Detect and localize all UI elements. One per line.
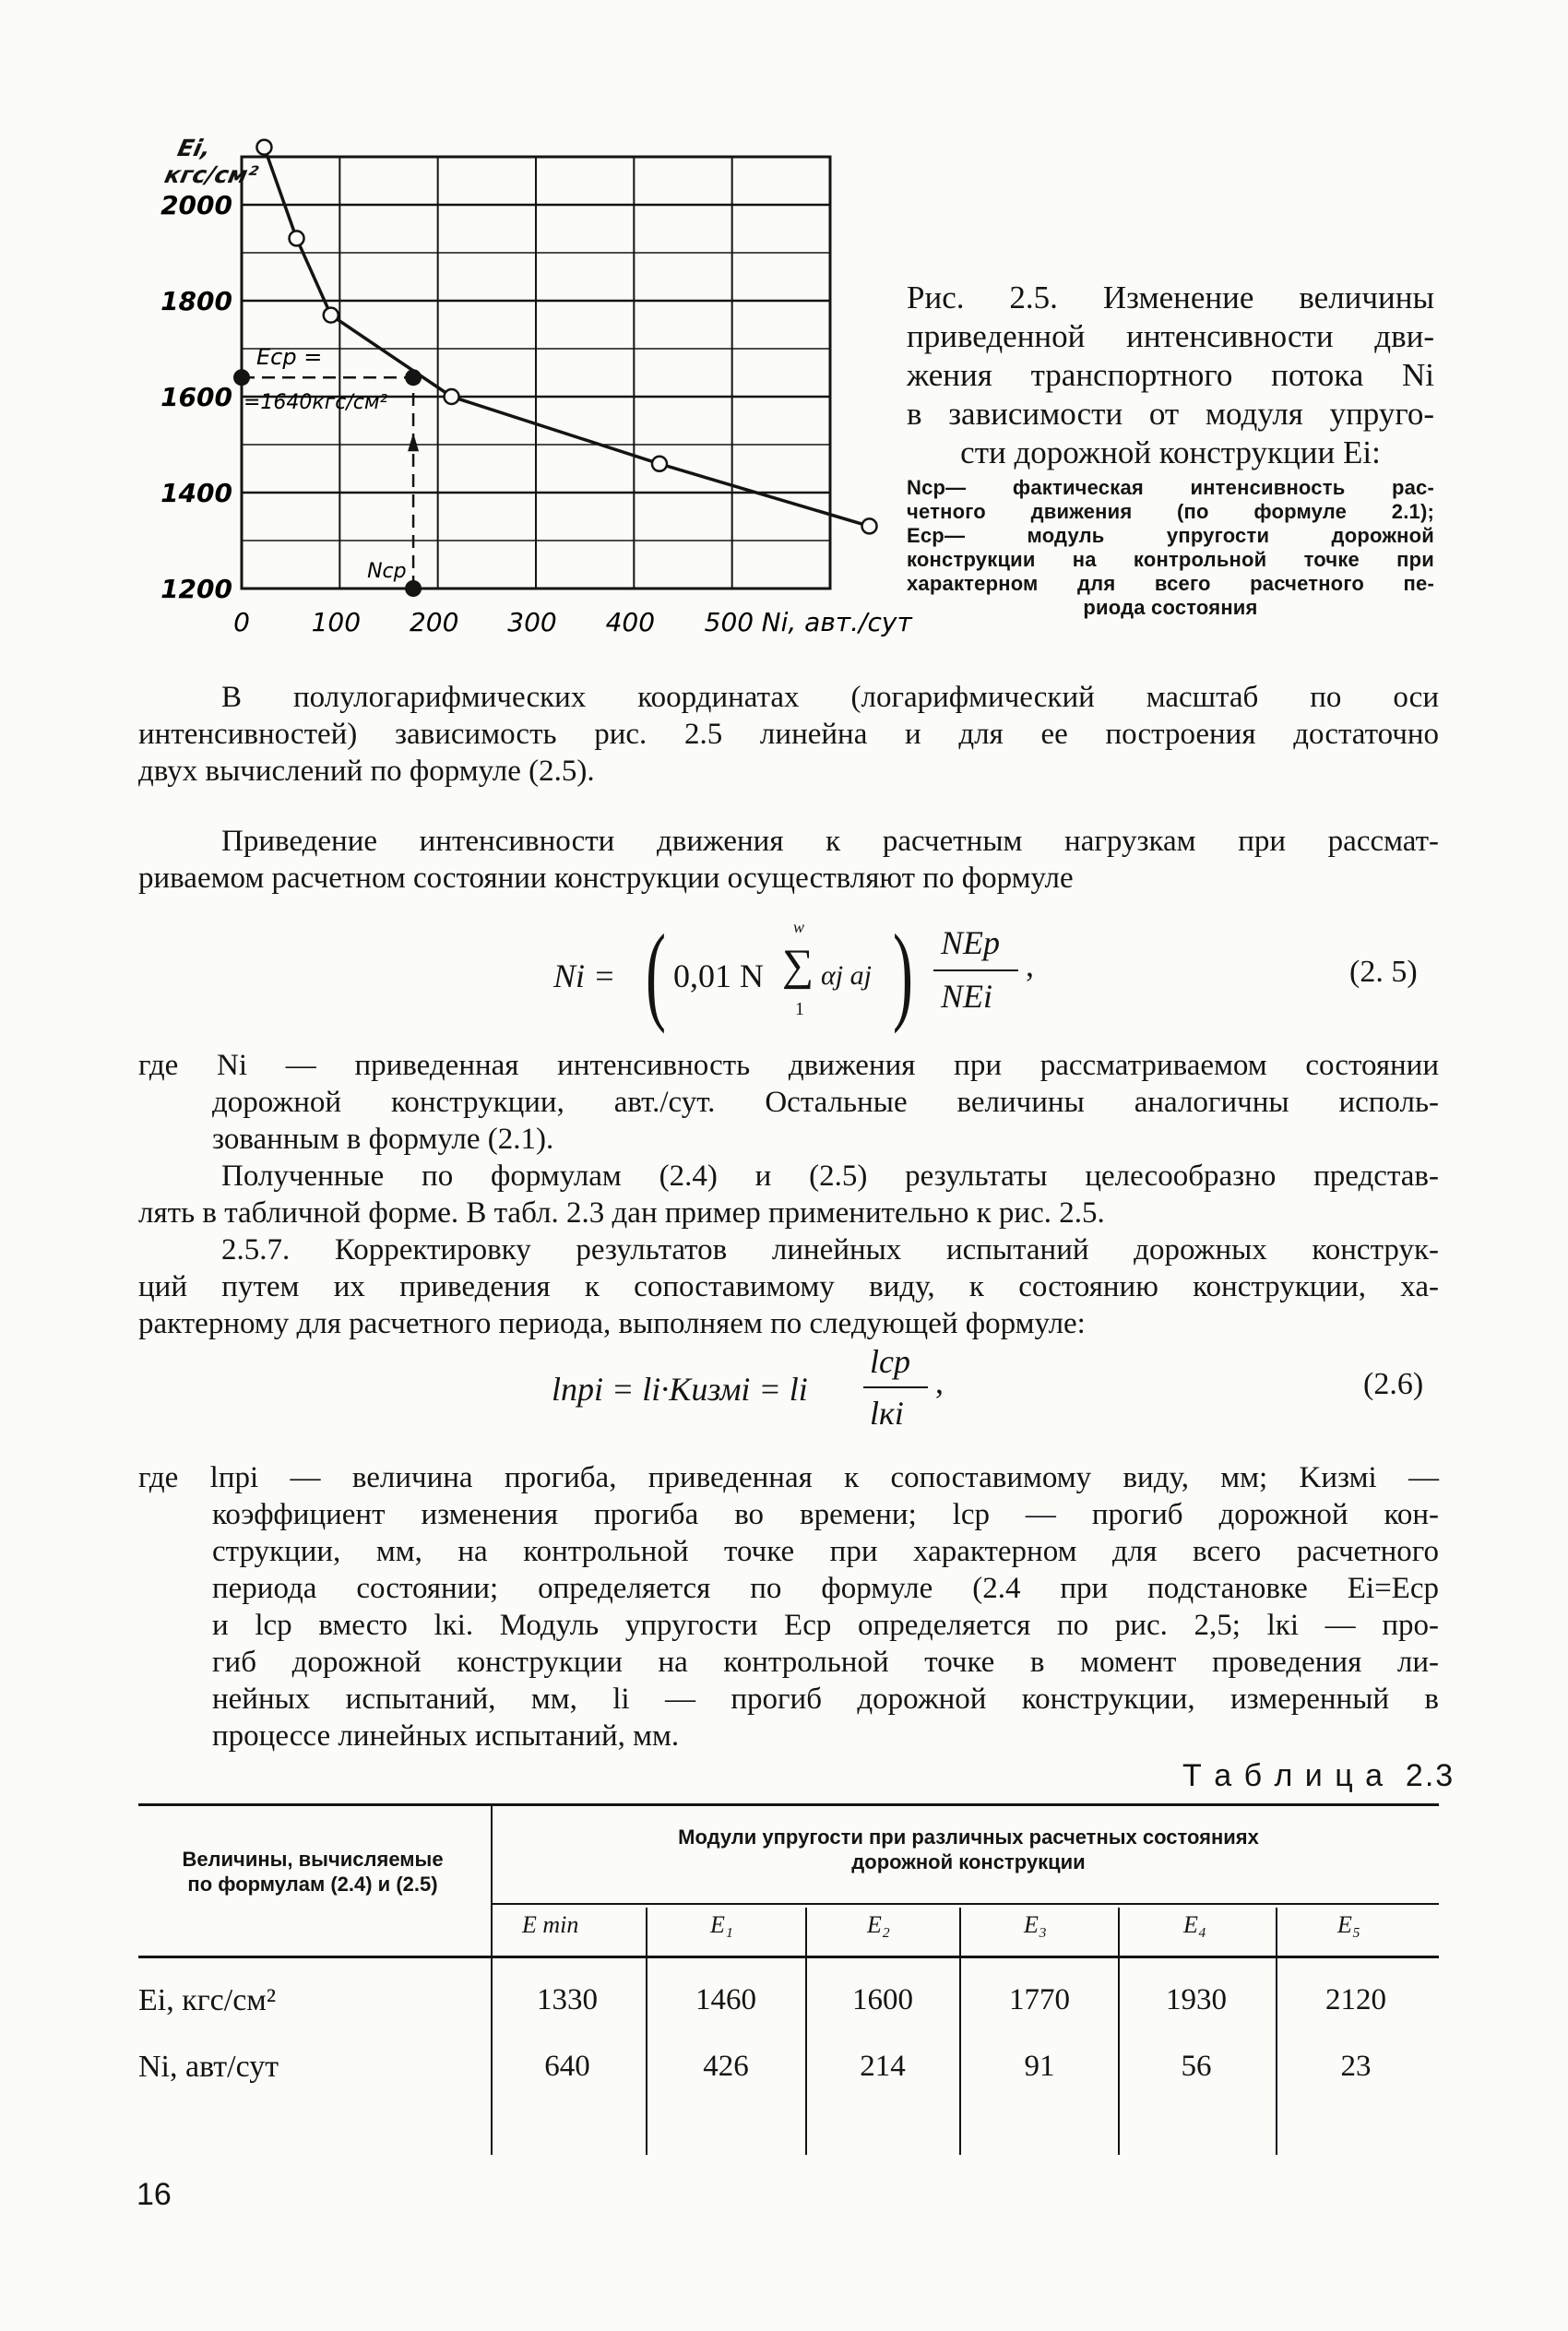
- row-label-ei: Ei, кгс/см²: [138, 1983, 277, 2017]
- caption-line: в зависимости от модуля упруго-: [907, 396, 1434, 432]
- paragraph-2-5-7: [138, 1231, 1439, 1342]
- text-line: дорожной конструкции, авт./сут. Остальные величины аналогичны исполь-: [212, 1086, 1439, 1119]
- paragraph-results: [138, 1158, 1439, 1231]
- formula-2-5: [553, 911, 1070, 1038]
- paren-left: (: [646, 911, 666, 1034]
- fraction-bar: [863, 1386, 928, 1388]
- table-vline: [646, 1908, 647, 2155]
- page-number: 16: [137, 2177, 172, 2212]
- caption-note-line: конструкции на контрольной точке при: [907, 548, 1434, 571]
- text-line: интенсивностей) зависимость рис. 2.5 линейна и для ее построения достаточно: [138, 718, 1439, 751]
- y-axis-label-line1: Ei,: [175, 135, 214, 161]
- y-tick-label: 1800: [160, 286, 232, 316]
- table-cell: 56: [1181, 2050, 1212, 2083]
- table-cell: 1460: [695, 1983, 756, 2016]
- caption-note-line: риода состояния: [1083, 596, 1258, 619]
- table-vline: [491, 1806, 493, 2155]
- table-top-rule: [138, 1803, 1439, 1806]
- ncp-axis-point: [405, 580, 422, 597]
- left-header-line: Величины, вычисляемые: [182, 1848, 444, 1871]
- column-header-e5: E₅: [1337, 1911, 1360, 1938]
- paren-right: ): [893, 911, 913, 1034]
- x-axis-label: Ni, авт./сут: [761, 607, 912, 637]
- paragraph-where-lpr: [138, 1459, 1439, 1754]
- table-vline: [1276, 1908, 1277, 2155]
- y-tick-label: 1600: [160, 382, 232, 412]
- caption-line: жения транспортного потока Ni: [907, 357, 1434, 393]
- chart-svg: [160, 148, 912, 646]
- formula-2-6: [552, 1342, 976, 1444]
- ecp-axis-point: [233, 369, 250, 386]
- table-left-header: [138, 1847, 487, 1897]
- column-header-emin: E min: [522, 1911, 579, 1938]
- x-tick-label: 400: [605, 607, 656, 637]
- table-cell: 2120: [1325, 1983, 1386, 2016]
- table-cell: 1770: [1009, 1983, 1070, 2016]
- formula-lhs: Ni =: [553, 957, 616, 994]
- caption-line: приведенной интенсивности дви-: [907, 318, 1434, 354]
- table-group-rule: [493, 1903, 1439, 1905]
- table-cell: 214: [860, 2050, 906, 2083]
- table-group-header: [498, 1825, 1439, 1874]
- column-header-e4: E₄: [1183, 1911, 1206, 1938]
- table-cell: 1330: [537, 1983, 598, 2016]
- text-line: В полулогарифмических координатах (логарифмический масштаб по оси: [221, 681, 1439, 714]
- left-header-line: по формулам (2.4) и (2.5): [187, 1873, 438, 1896]
- fraction-denominator: lкi: [870, 1395, 904, 1432]
- data-point-marker: [652, 457, 667, 471]
- x-tick-label: 300: [507, 607, 557, 637]
- caption-note-line: четного движения (по формуле 2.1);: [907, 500, 1434, 523]
- x-tick-label: 200: [409, 607, 459, 637]
- text-line: где lпрi — величина прогиба, приведенная к сопоставимому виду, мм; Kизмi —: [138, 1461, 1439, 1494]
- data-point-marker: [290, 231, 304, 245]
- formula-comma: ,: [1026, 946, 1034, 983]
- data-point-marker: [445, 389, 459, 404]
- text-line: Полученные по формулам (2.4) и (2.5) результаты целесообразно представ-: [221, 1160, 1439, 1193]
- fraction-numerator: NEp: [941, 924, 1001, 961]
- text-line: лять в табличной форме. В табл. 2.3 дан пример применительно к рис. 2.5.: [138, 1196, 1105, 1230]
- table-vline: [805, 1908, 807, 2155]
- table-caption: Т а б л и ц а 2.3: [1182, 1758, 1455, 1793]
- table-cell: 1600: [852, 1983, 913, 2016]
- text-line: рактерному для расчетного периода, выполняем по следующей формуле:: [138, 1307, 1086, 1340]
- data-point-marker: [324, 308, 339, 323]
- ncp-label: Nср: [367, 560, 407, 583]
- formula-number: (2.6): [1363, 1367, 1424, 1401]
- text-line: струкции, мм, на контрольной точке при характерном для всего расчетного: [212, 1535, 1439, 1568]
- ecp-value-label: =1640кгс/см²: [244, 391, 388, 415]
- ecp-label: Eср =: [256, 344, 323, 371]
- text-line: гиб дорожной конструкции на контрольной точке в момент проведения ли-: [212, 1646, 1439, 1679]
- x-tick-label: 0: [233, 607, 250, 637]
- fraction-numerator: lср: [870, 1343, 910, 1380]
- text-line: двух вычислений по формуле (2.5).: [138, 755, 595, 788]
- fraction-bar: [933, 969, 1018, 971]
- group-header-line: Модули упругости при различных расчетных состояниях: [678, 1826, 1259, 1849]
- ncp-arrowhead: [408, 433, 419, 451]
- highlight-point: [405, 369, 422, 386]
- formula-lhs: lпрi = li·Kизмi = li: [552, 1371, 808, 1408]
- text-line: коэффициент изменения прогиба во времени; lср — прогиб дорожной кон-: [212, 1498, 1439, 1531]
- table-cell: 426: [703, 2050, 749, 2083]
- caption-line: Рис. 2.5. Изменение величины: [907, 279, 1434, 315]
- table-cell: 640: [544, 2050, 590, 2083]
- sum-sign: ∑: [782, 941, 814, 990]
- table-vline: [1118, 1908, 1120, 2155]
- table-header-rule: [138, 1956, 1439, 1958]
- caption-note-line: Eср— модуль упругости дорожной: [907, 524, 1434, 547]
- text-line: периода состоянии; определяется по формуле (2.4 при подстановке Ei=Eср: [212, 1572, 1439, 1605]
- x-tick-label: 100: [311, 607, 362, 637]
- formula-terms: αj aj: [821, 960, 872, 991]
- sum-upper-limit: w: [793, 918, 805, 936]
- table-cell: 91: [1024, 2050, 1055, 2083]
- text-line: и lср вместо lкi. Модуль упругости Eср определяется по рис. 2,5; lкi — про-: [212, 1609, 1439, 1642]
- figure-caption: [907, 279, 1434, 620]
- text-line: 2.5.7. Корректировку результатов линейных испытаний дорожных конструк-: [221, 1233, 1439, 1267]
- table-vline: [959, 1908, 961, 2155]
- table-cell: 23: [1340, 2050, 1372, 2083]
- column-header-e1: E₁: [710, 1911, 733, 1938]
- y-tick-label: 2000: [160, 190, 232, 220]
- y-tick-label: 1400: [160, 478, 232, 508]
- caption-line: сти дорожной конструкции Ei:: [960, 434, 1381, 470]
- group-header-line: дорожной конструкции: [851, 1850, 1086, 1873]
- column-header-e3: E₃: [1024, 1911, 1047, 1938]
- table-cell: 1930: [1166, 1983, 1227, 2016]
- text-line: зованным в формуле (2.1).: [212, 1123, 554, 1156]
- caption-note-line: характерном для всего расчетного пе-: [907, 572, 1434, 595]
- text-line: Приведение интенсивности движения к расчетным нагрузкам при рассмат-: [221, 825, 1439, 858]
- caption-note-line: Nср— фактическая интенсивность рас-: [907, 476, 1434, 499]
- formula-body: 0,01 N: [673, 957, 764, 994]
- paragraph-reduction: [138, 823, 1439, 897]
- sum-lower-limit: 1: [795, 999, 804, 1019]
- y-tick-label: 1200: [160, 574, 232, 604]
- text-line: процессе линейных испытаний, мм.: [212, 1719, 680, 1753]
- text-line: где Ni — приведенная интенсивность движения при рассматриваемом состоянии: [138, 1049, 1439, 1082]
- paragraph-where-ni: [138, 1047, 1439, 1158]
- paragraph-semilog: [138, 679, 1439, 790]
- fraction-denominator: NEi: [941, 978, 993, 1015]
- data-point-marker: [862, 518, 877, 533]
- formula-comma: ,: [935, 1363, 944, 1400]
- column-header-e2: E₂: [867, 1911, 890, 1938]
- text-line: риваемом расчетном состоянии конструкции осуществляют по формуле: [138, 862, 1074, 895]
- data-point-marker: [256, 140, 271, 155]
- x-tick-label: 500: [704, 607, 754, 637]
- text-line: нейных испытаний, мм, li — прогиб дорожной конструкции, измеренный в: [212, 1683, 1439, 1716]
- row-label-ni: Ni, авт/сут: [138, 2050, 279, 2084]
- text-line: ций путем их приведения к сопоставимому виду, к состоянию конструкции, ха-: [138, 1270, 1439, 1303]
- y-axis-label-line2: кгс/см²: [161, 161, 261, 188]
- formula-number: (2. 5): [1349, 955, 1418, 989]
